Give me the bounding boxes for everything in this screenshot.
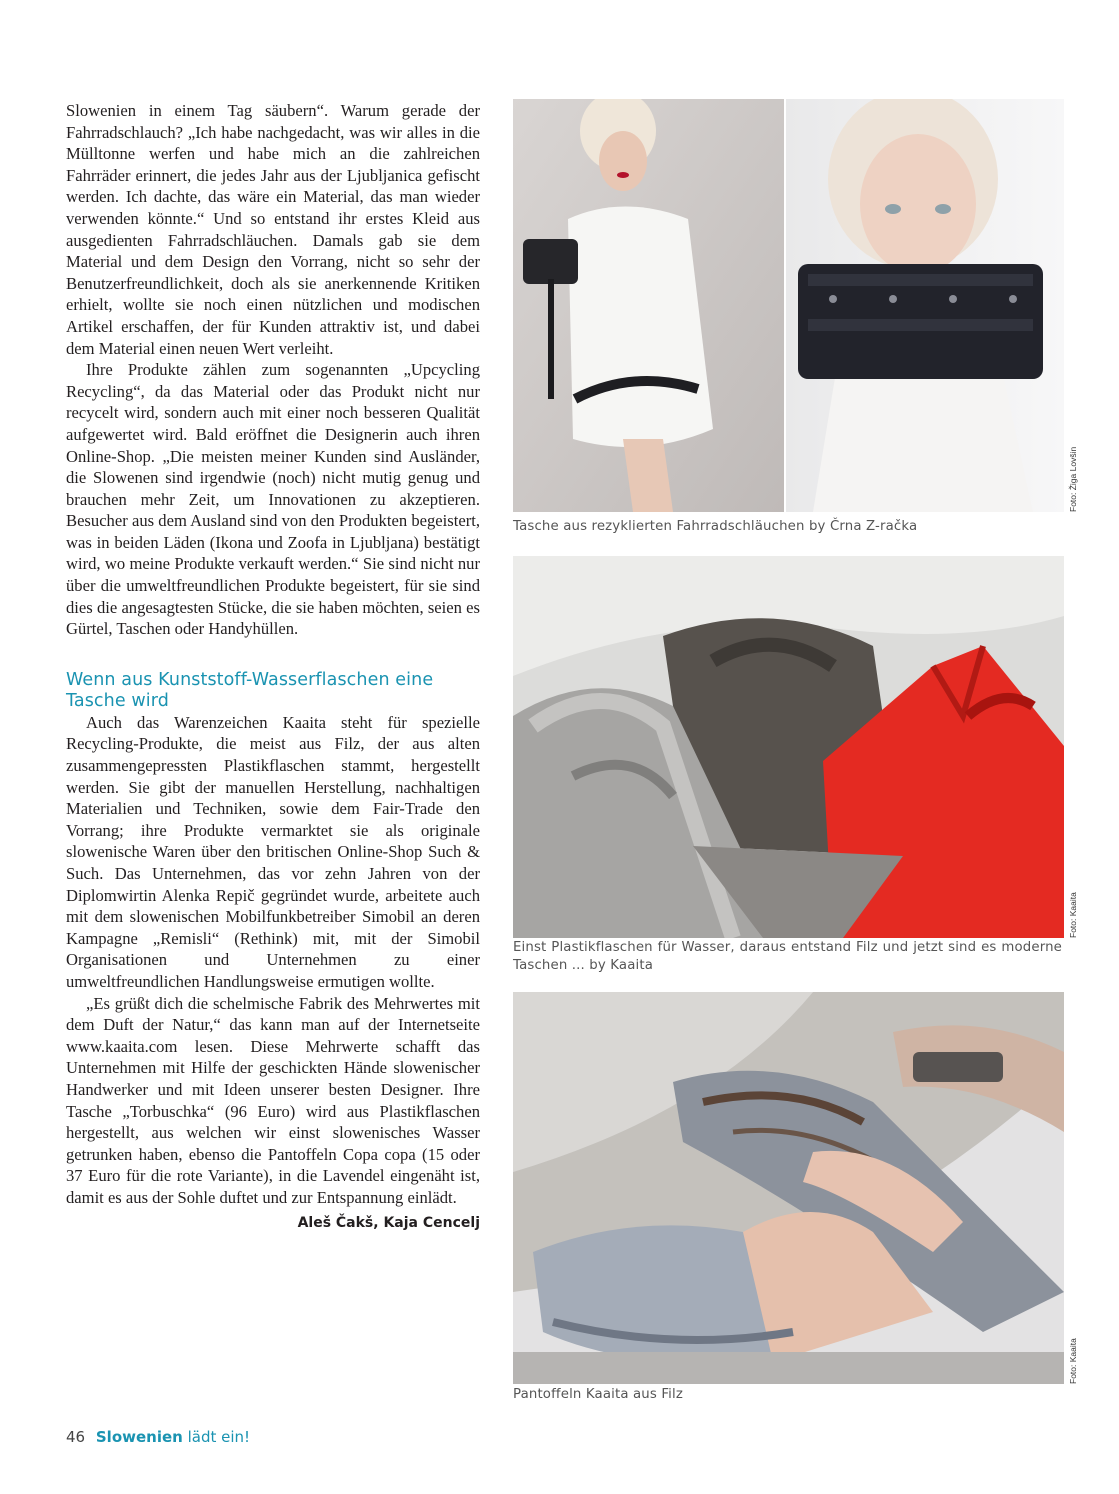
photo-caption: Pantoffeln Kaaita aus Filz (513, 1387, 683, 1402)
photo-credit: Foto: Kaaita (1068, 1338, 1078, 1384)
photo-caption: Einst Plastikflaschen für Wasser, daraus entstand Filz und jetzt sind es moderne Taschen ... by Kaaita (513, 940, 1062, 973)
article-paragraph: „Es grüßt dich die schelmische Fabrik des Mehrwertes mit dem Duft der Natur,“ das kann man auf der Internetseite www.kaaita.com lesen. Diese Mehrwerte schafft das Unternehmen mit Hilfe der geschickten Hände slowenischer Handwerker und mit Ideen unserer besten Designer. Ihre Tasche „Torbuschka“ (96 Euro) wird aus Plastikflaschen hergestellt, aus welchen wir einst slowenisches Wasser getrunken haben, ebenso die Pantoffeln Copa copa (15 oder 37 Euro für die rote Variante), in die Lavendel eingenäht ist, damit es aus der Sohle duftet und zur Entspannung einlädt. (66, 993, 480, 1207)
article-paragraph: Slowenien in einem Tag säubern“. Warum gerade der Fahrradschlauch? „Ich habe nachgedacht, was wir alles in die Mülltonne werfen und habe mich an die zahlreichen Fahrräder erinnert, die jedes Jahr aus der Ljubljanica gefischt werden. Ich dachte, das wäre ein Material, das man wieder verwenden könnte.“ Und so entstand ihr erstes Kleid aus ausgedienten Fahrradschläuchen. Damals gab sie dem Material und dem Design den Vorrang, nicht so sehr der Benutzerfreundlichkeit, doch als sie anerkennende Kritiken erhielt, wollte sie noch einen nützlichen und modischen Artikel erschaffen, der für Kunden attraktiv ist, und dabei dem Material einen neuen Wert verleiht. (66, 101, 480, 358)
magazine-tagline: lädt ein! (187, 1428, 251, 1446)
page-footer (66, 1428, 250, 1446)
author-byline: Aleš Čakš, Kaja Cencelj (297, 1214, 480, 1231)
photo-credit: Foto: Kaaita (1068, 892, 1078, 938)
article-column (66, 100, 480, 1234)
page-number: 46 (66, 1428, 86, 1446)
photo-caption: Tasche aus rezyklierten Fahrradschläuchen by Črna Z-račka (513, 519, 918, 534)
article-paragraph: Auch das Warenzeichen Kaaita steht für spezielle Recycling-Produkte, die meist aus Filz, der aus alten zusammengepressten Plastikflaschen stammt, hergestellt werden. Sie gibt der manuellen Herstellung, nachhaltigen Materialien und Techniken, sowie dem Fair-Trade den Vorrang; ihre Produkte vermarktet sie als originale slowenische Waren über den britischen Online-Shop Such & Such. Das Unternehmen, das vor zehn Jahren von der Diplomwirtin Alenka Repič gegründet wurde, arbeitete auch mit dem slowenischen Mobilfunkbetreiber Simobil an deren Kampagne „Remisli“ (Rethink) mit, mit der Simobil Organisationen und Unternehmen zu einer umweltfreundlichen Handlungsweise ermutigen wollte. (66, 712, 480, 991)
photo-felt-bags (513, 556, 1064, 938)
photo-credit: Foto: Žiga Lovšin (1068, 446, 1078, 512)
magazine-brand: Slowenien (95, 1428, 183, 1446)
photo-felt-slippers (513, 992, 1064, 1384)
section-heading: Wenn aus Kunststoff-Wasserflaschen eine Tasche wird (66, 669, 434, 711)
photo-bicycle-tube-bags (513, 99, 1064, 512)
article-paragraph: Ihre Produkte zählen zum sogenannten „Upcycling Recycling“, da das Material oder das Produkt nicht nur recycelt wird, sondern auch mit einer noch besseren Qualität aufgewertet wird. Bald eröffnet die Designerin auch ihren Online-Shop. „Die meisten meiner Kunden sind Ausländer, die Slowenen sind irgendwie (noch) nicht mutig genug und brauchen mehr Zeit, um Innovationen zu akzeptieren. Besucher aus dem Ausland sind von den Produkten begeistert, was in beiden Läden (Ikona und Zoofa in Ljubljana) bestätigt wird, wo meine Produkte verkauft werden.“ Sie sind nicht nur über die umweltfreundlichen Produkte begeistert, für sie sind dies die angesagtesten Stücke, die sie haben möchten, seien es Gürtel, Taschen oder Handyhüllen. (66, 360, 480, 639)
